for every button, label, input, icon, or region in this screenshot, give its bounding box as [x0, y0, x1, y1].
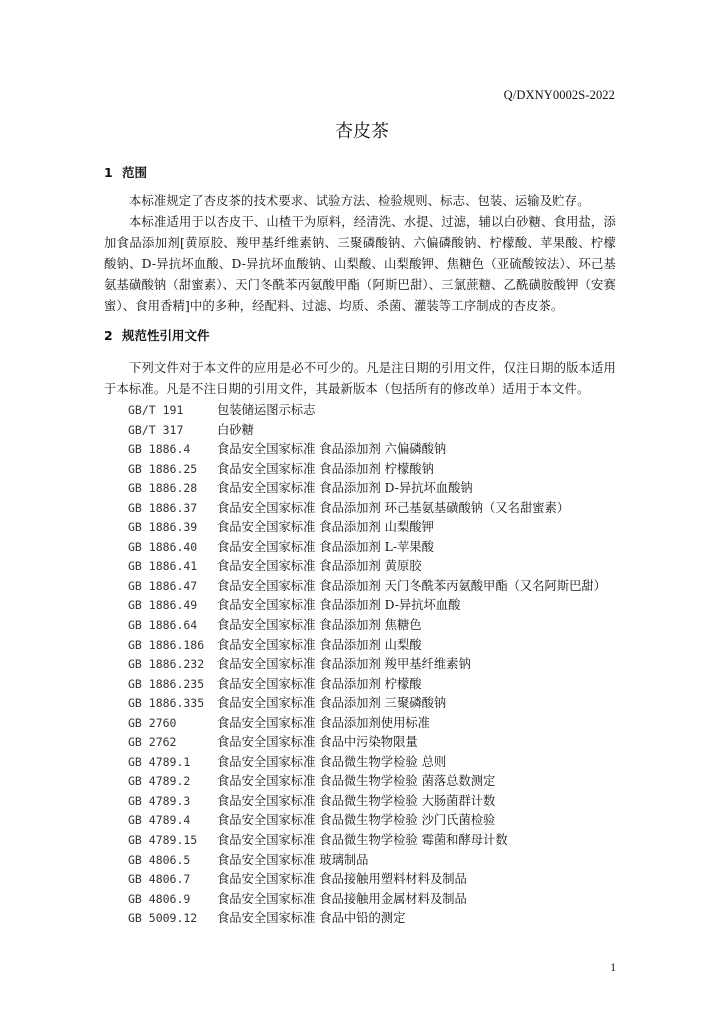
reference-list	[128, 401, 606, 929]
reference-item	[128, 792, 606, 812]
reference-code: GB 1886.47	[128, 578, 198, 593]
reference-name: 食品安全国家标准 食品微生物学检验 总则	[217, 754, 447, 769]
reference-item	[128, 479, 606, 499]
reference-code: GB 5009.12	[128, 911, 198, 926]
reference-item	[128, 675, 606, 695]
reference-name: 食品安全国家标准 食品添加剂 L-苹果酸	[217, 539, 434, 554]
reference-item	[128, 616, 606, 636]
reference-code: GB 1886.28	[128, 481, 198, 496]
reference-item	[128, 636, 606, 656]
reference-name: 食品安全国家标准 食品微生物学检验 菌落总数测定	[217, 774, 496, 789]
reference-item	[128, 733, 606, 753]
reference-name: 食品安全国家标准 食品接触用金属材料及制品	[217, 891, 467, 906]
reference-name: 食品安全国家标准 食品添加剂 山梨酸	[217, 637, 422, 652]
reference-name: 食品安全国家标准 食品添加剂 山梨酸钾	[217, 520, 434, 535]
reference-code: GB 1886.39	[128, 520, 198, 535]
reference-code: GB 1886.41	[128, 559, 198, 574]
reference-item	[128, 557, 606, 577]
reference-item	[128, 421, 606, 441]
reference-item	[128, 694, 606, 714]
reference-name: 食品安全国家标准 食品微生物学检验 大肠菌群计数	[217, 793, 496, 808]
reference-item	[128, 772, 606, 792]
reference-name: 食品安全国家标准 食品添加剂 焦糖色	[217, 618, 422, 633]
reference-name: 食品安全国家标准 食品添加剂 柠檬酸钠	[217, 461, 434, 476]
reference-name: 食品安全国家标准 食品微生物学检验 霉菌和酵母计数	[217, 833, 508, 848]
reference-name: 食品安全国家标准 食品添加剂 黄原胶	[217, 559, 422, 574]
reference-code: GB 1886.186	[128, 637, 205, 652]
reference-name: 食品安全国家标准 食品添加剂 天门冬酰苯丙氨酸甲酯（又名阿斯巴甜）	[217, 578, 607, 593]
reference-name: 食品安全国家标准 食品微生物学检验 沙门氏菌检验	[217, 813, 496, 828]
reference-code: GB 2762	[128, 735, 177, 750]
reference-name: 食品安全国家标准 食品中污染物限量	[217, 735, 418, 750]
reference-code: GB 1886.4	[128, 442, 191, 457]
reference-name: 食品安全国家标准 食品添加剂 三聚磷酸钠	[217, 696, 447, 711]
reference-name: 食品安全国家标准 食品接触用塑料材料及制品	[217, 872, 467, 887]
reference-code: GB 1886.235	[128, 676, 205, 691]
reference-code: GB 1886.37	[128, 500, 198, 515]
reference-name: 食品安全国家标准 食品添加剂 羧甲基纤维素钠	[217, 657, 471, 672]
reference-item	[128, 870, 606, 890]
reference-name: 食品安全国家标准 食品添加剂 D-异抗坏血酸钠	[217, 481, 473, 496]
reference-name: 食品安全国家标准 食品添加剂 六偏磷酸钠	[217, 442, 447, 457]
reference-name: 食品安全国家标准 食品添加剂 D-异抗坏血酸	[217, 598, 461, 613]
reference-code: GB 2760	[128, 715, 177, 730]
reference-item	[128, 851, 606, 871]
reference-code: GB 4789.4	[128, 813, 191, 828]
reference-item	[128, 714, 606, 734]
reference-item	[128, 753, 606, 773]
reference-item	[128, 499, 606, 519]
reference-name: 包装储运图示标志	[217, 403, 316, 417]
reference-code: GB 4789.1	[128, 754, 191, 769]
reference-code: GB 4806.7	[128, 872, 191, 887]
references-intro-paragraph: 下列文件对于本文件的应用是必不可少的。凡是注日期的引用文件，仅注日期的版本适用于本标准。凡是不注日期的引用文件，其最新版本（包括所有的修改单）适用于本文件。	[104, 361, 616, 396]
reference-name: 食品安全国家标准 玻璃制品	[217, 852, 369, 867]
reference-item	[128, 518, 606, 538]
section-title: 规范性引用文件	[122, 328, 210, 343]
reference-code: GB 1886.232	[128, 657, 205, 672]
reference-item	[128, 596, 606, 616]
reference-code: GB 4789.15	[128, 833, 198, 848]
reference-code: GB 1886.49	[128, 598, 198, 613]
reference-item	[128, 655, 606, 675]
reference-name: 食品安全国家标准 食品添加剂使用标准	[217, 715, 430, 730]
reference-item	[128, 401, 606, 421]
page-number: 1	[610, 962, 616, 974]
scope-paragraph: 本标准规定了杏皮茶的技术要求、试验方法、检验规则、标志、包装、运输及贮存。	[129, 194, 590, 208]
reference-code: GB 1886.335	[128, 696, 205, 711]
reference-item	[128, 909, 606, 929]
section-heading-scope	[104, 163, 147, 181]
reference-code: GB 1886.40	[128, 539, 198, 554]
reference-code: GB 4806.9	[128, 891, 191, 906]
reference-code: GB/T 317	[128, 422, 184, 437]
reference-item	[128, 460, 606, 480]
reference-name: 食品安全国家标准 食品添加剂 柠檬酸	[217, 676, 422, 691]
reference-item	[128, 831, 606, 851]
reference-code: GB 4789.2	[128, 774, 191, 789]
section-number: 2	[104, 328, 113, 343]
reference-name: 食品安全国家标准 食品中铅的测定	[217, 911, 406, 926]
reference-code: GB/T 191	[128, 403, 184, 417]
reference-name: 白砂糖	[217, 422, 254, 437]
reference-code: GB 1886.25	[128, 461, 198, 476]
reference-item	[128, 440, 606, 460]
reference-item	[128, 577, 606, 597]
document-title: 杏皮茶	[335, 121, 389, 142]
reference-code: GB 4806.5	[128, 852, 191, 867]
reference-code: GB 4789.3	[128, 793, 191, 808]
section-title: 范围	[122, 165, 148, 180]
reference-name: 食品安全国家标准 食品添加剂 环己基氨基磺酸钠（又名甜蜜素）	[217, 500, 570, 515]
scope-paragraph: 本标准适用于以杏皮干、山楂干为原料，经清洗、水提、过滤，辅以白砂糖、食用盐，添加食品添加剂[黄原胶、羧甲基纤维素钠、三聚磷酸钠、六偏磷酸钠、柠檬酸、苹果酸、柠檬酸钠、D-异抗坏血酸、D-异抗坏血酸钠、山梨酸、山梨酸钾、焦糖色（亚硫酸铵法）、环己基氨基磺酸钠（甜蜜素）、天门冬酰苯丙氨酸甲酯（阿斯巴甜）、三氯蔗糖、乙酰磺胺酸钾（安赛蜜）、食用香精]中的多种，经配料、过滤、均质、杀菌、灌装等工序制成的杏皮茶。	[104, 215, 616, 313]
reference-item	[128, 890, 606, 910]
section-heading-normative-references	[104, 326, 210, 344]
section-number: 1	[104, 165, 113, 180]
reference-item	[128, 538, 606, 558]
reference-item	[128, 811, 606, 831]
reference-code: GB 1886.64	[128, 618, 198, 633]
standard-code: Q/DXNY0002S-2022	[503, 88, 615, 102]
